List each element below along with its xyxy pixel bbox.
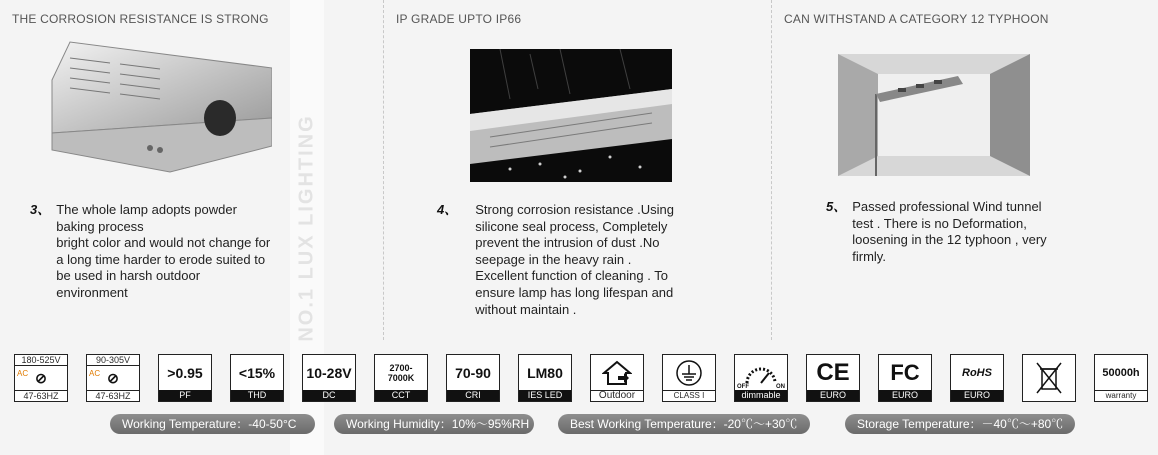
line: silicone seal process, Completely <box>475 218 668 234</box>
dimmable-label: dimmable <box>735 390 787 401</box>
line: Passed professional Wind tunnel <box>852 199 1042 214</box>
cct-value-end: 7000K <box>387 372 415 383</box>
feature-number: 4、 <box>437 202 458 217</box>
working-temperature-pill: Working Temperature：-40-50°C <box>110 414 315 434</box>
dc-voltage-icon <box>302 354 356 402</box>
ground-icon <box>675 359 703 387</box>
rohs-label: EURO <box>951 390 1003 401</box>
line: test . There is no Deformation, <box>852 215 1027 231</box>
thd-icon <box>230 354 284 402</box>
spec-pills <box>0 414 1158 434</box>
voltage-standard-icon: 90-305V ⊘ AC 47-63HZ <box>86 354 140 402</box>
feature-number: 3、 <box>30 202 51 217</box>
cct-label: CCT <box>375 390 427 401</box>
line: bright color and would not change for <box>56 235 271 251</box>
line: firmly. <box>852 248 886 264</box>
cct-value-start: 2700- <box>389 362 413 373</box>
line: Excellent function of cleaning . To <box>475 268 668 284</box>
line: baking process <box>56 218 144 234</box>
wind-tunnel-photo <box>838 54 1030 176</box>
line: without maintain . <box>475 301 577 317</box>
ac-label: AC <box>17 369 29 378</box>
dc-label: DC <box>303 390 355 401</box>
cri-icon <box>446 354 500 402</box>
pf-value: >0.95 <box>167 364 203 381</box>
power-factor-icon <box>158 354 212 402</box>
lm80-value: LM80 <box>527 364 563 381</box>
certification-icons <box>0 354 1158 402</box>
fc-mark: FC <box>890 359 920 385</box>
on-label: ON <box>776 384 785 390</box>
line: loosening in the 12 typhoon , very <box>852 232 1047 248</box>
cri-label: CRI <box>447 390 499 401</box>
cct-icon <box>374 354 428 402</box>
off-label: OFF <box>737 384 749 390</box>
cri-value: 70-90 <box>455 364 491 381</box>
lamp-photo <box>50 38 272 173</box>
working-humidity-pill: Working Humidity：10%～95%RH <box>334 414 534 434</box>
voltage-wide-icon: 180-525V ⊘ AC 47-63HZ <box>14 354 68 402</box>
ce-mark: CE <box>816 358 850 386</box>
line: The whole lamp adopts powder <box>56 202 237 217</box>
thd-label: THD <box>231 390 283 401</box>
class-one-icon <box>662 354 716 402</box>
feature-description <box>437 202 707 318</box>
feature-panel-corrosion <box>0 0 383 340</box>
line: seepage in the heavy rain . <box>475 251 632 267</box>
outdoor-icon <box>590 354 644 402</box>
ce-label: EURO <box>807 390 859 401</box>
line: a long time harder to erode suited to <box>56 251 266 267</box>
dimmer-dial-icon <box>743 361 779 385</box>
warranty-label: warranty <box>1095 390 1147 401</box>
dc-value: 10-28V <box>306 364 352 381</box>
panel-title: THE CORROSION RESISTANCE IS STRONG <box>12 12 269 26</box>
line: Strong corrosion resistance .Using <box>475 202 674 217</box>
feature-panel-typhoon <box>771 0 1158 340</box>
warranty-value: 50000h <box>1102 366 1140 379</box>
frequency-range: 47-63HZ <box>87 390 139 401</box>
lm80-icon <box>518 354 572 402</box>
ce-icon <box>806 354 860 402</box>
frequency-range: 47-63HZ <box>15 390 67 401</box>
best-temperature-pill: Best Working Temperature：-20℃～+30℃ <box>558 414 810 434</box>
description-lines <box>475 202 674 318</box>
feature-description <box>826 199 1066 265</box>
line: environment <box>56 284 128 300</box>
description-lines <box>852 199 1046 265</box>
feature-description <box>30 202 290 302</box>
feature-panel-ip66 <box>383 0 771 340</box>
voltage-range: 90-305V <box>87 355 139 366</box>
watermark-text: NO.1 LUX LIGHTING <box>295 114 318 342</box>
rohs-mark: RoHS <box>962 366 992 379</box>
pf-label: PF <box>159 390 211 401</box>
dimmable-icon <box>734 354 788 402</box>
rain-photo <box>470 49 672 182</box>
feature-number: 5、 <box>826 199 847 214</box>
class-label: CLASS I <box>663 390 715 401</box>
rohs-icon <box>950 354 1004 402</box>
storage-temperature-pill: Storage Temperature：－40℃～+80℃ <box>845 414 1075 434</box>
weee-bin-icon <box>1022 354 1076 402</box>
ac-label: AC <box>89 369 101 378</box>
outdoor-label: Outdoor <box>591 390 643 401</box>
panel-title: IP GRADE UPTO IP66 <box>396 12 522 26</box>
warranty-icon <box>1094 354 1148 402</box>
house-icon <box>602 360 632 386</box>
thd-value: <15% <box>238 364 276 381</box>
description-lines <box>56 202 270 302</box>
line: prevent the intrusion of dust .No <box>475 235 660 251</box>
line: ensure lamp has long lifespan and <box>475 284 674 300</box>
fcc-icon <box>878 354 932 402</box>
crossed-bin-icon <box>1035 361 1063 395</box>
line: be used in harsh outdoor <box>56 268 201 284</box>
lm80-label: IES LED <box>519 390 571 401</box>
fc-label: EURO <box>879 390 931 401</box>
panel-title: CAN WITHSTAND A CATEGORY 12 TYPHOON <box>784 12 1049 26</box>
voltage-range: 180-525V <box>15 355 67 366</box>
